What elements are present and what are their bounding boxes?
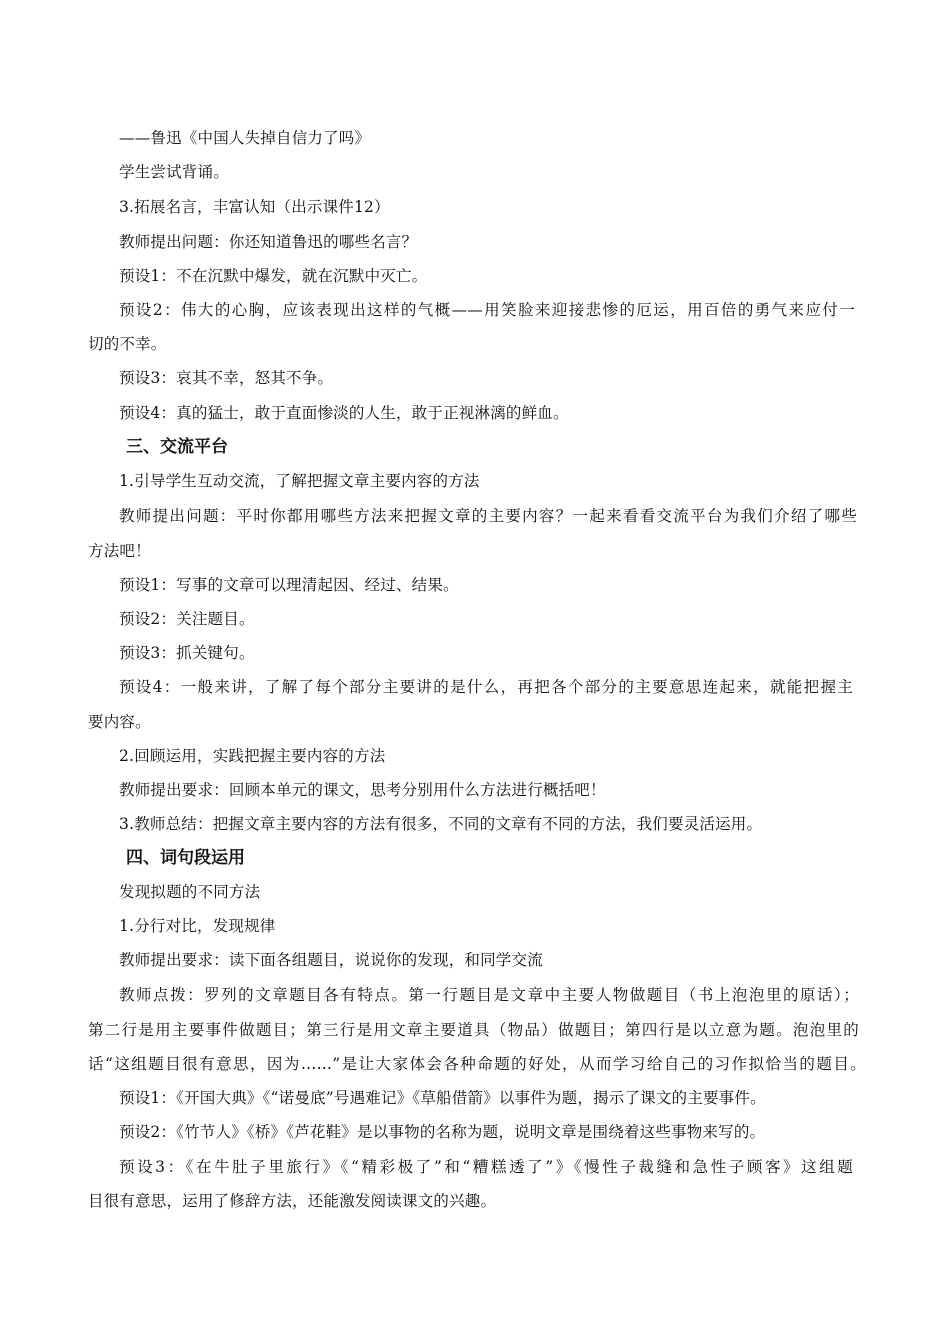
preset-item: 预设1：不在沉默中爆发，就在沉默中灭亡。: [119, 267, 428, 285]
quote-source: ——鲁迅《中国人失掉自信力了吗》: [119, 129, 371, 147]
paragraph: 学生尝试背诵。: [119, 163, 229, 181]
preset-item: 预设1：《开国大典》《“诺曼底”号遇难记》《草船借箭》以事件为题，揭示了课文的主要事件。: [119, 1089, 766, 1107]
preset-item: 预设2：关注题目。: [119, 610, 255, 628]
section-heading: 三、交流平台: [126, 437, 228, 457]
paragraph: 教师点拨：罗列的文章题目各有特点。第一行题目是文章中主要人物做题目（书上泡泡里的原话）；: [119, 986, 859, 1004]
paragraph: 发现拟题的不同方法: [119, 883, 261, 901]
preset-item-cont: 切的不幸。: [88, 335, 167, 353]
preset-item: 预设3：哀其不幸，怒其不争。: [119, 369, 334, 387]
preset-item: 预设4：一般来讲，了解了每个部分主要讲的是什么，再把各个部分的主要意思连起来，就能把握主: [119, 678, 853, 696]
paragraph-cont: 方法吧！: [88, 542, 151, 560]
preset-item: 预设3：《在牛肚子里旅行》《“精彩极了”和“糟糕透了”》《慢性子裁缝和急性子顾客》这组题: [119, 1158, 853, 1176]
paragraph-cont: 第二行是用主要事件做题目；第三行是用文章主要道具（物品）做题目；第四行是以立意为题。泡泡里的: [88, 1021, 859, 1039]
preset-item: 预设4：真的猛士，敢于直面惨淡的人生，敢于正视淋漓的鲜血。: [119, 404, 569, 422]
preset-item: 预设2：《竹节人》《桥》《芦花鞋》是以事物的名称为题，说明文章是围绕着这些事物来写的。: [119, 1123, 766, 1141]
preset-item-cont: 要内容。: [88, 713, 151, 731]
preset-item-cont: 目很有意思，运用了修辞方法，还能激发阅读课文的兴趣。: [88, 1192, 497, 1210]
preset-item: 预设3：抓关键句。: [119, 644, 255, 662]
preset-item: 预设1：写事的文章可以理清起因、经过、结果。: [119, 576, 459, 594]
step-heading: 3.拓展名言，丰富认知（出示课件12）: [119, 198, 390, 216]
paragraph: 教师提出要求：读下面各组题目，说说你的发现，和同学交流: [119, 951, 543, 969]
step-heading: 1.分行对比，发现规律: [119, 917, 276, 935]
step-heading: 2.回顾运用，实践把握主要内容的方法: [119, 747, 386, 765]
preset-item: 预设2：伟大的心胸，应该表现出这样的气概——用笑脸来迎接悲惨的厄运，用百倍的勇气来应付一: [119, 301, 855, 319]
paragraph: 3.教师总结：把握文章主要内容的方法有很多，不同的文章有不同的方法，我们要灵活运用。: [119, 815, 763, 833]
paragraph: 教师提出问题：平时你都用哪些方法来把握文章的主要内容？一起来看看交流平台为我们介绍了哪些: [119, 507, 857, 525]
paragraph: 教师提出问题：你还知道鲁迅的哪些名言？: [119, 233, 418, 251]
paragraph: 教师提出要求：回顾本单元的课文，思考分别用什么方法进行概括吧！: [119, 781, 606, 799]
step-heading: 1.引导学生互动交流，了解把握文章主要内容的方法: [119, 472, 480, 490]
section-heading: 四、词句段运用: [126, 848, 245, 868]
paragraph-cont: 话“这组题目很有意思，因为……”是让大家体会各种命题的好处，从而学习给自己的习作拟恰当的题目。: [88, 1055, 866, 1073]
